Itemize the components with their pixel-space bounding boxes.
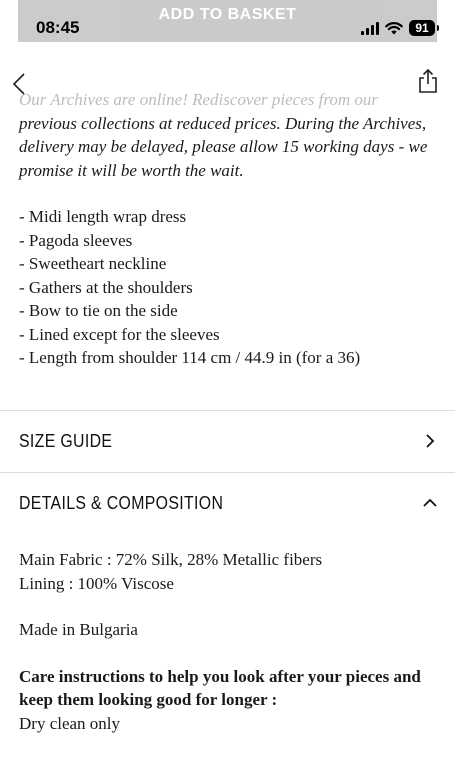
list-item: - Bow to tie on the side xyxy=(19,301,178,320)
details-composition-title: DETAILS & COMPOSITION xyxy=(19,492,224,513)
archives-notice-first-line: Our Archives are online! Rediscover pieces from our xyxy=(19,90,378,109)
care-heading: Care instructions to help you look after your pieces and keep them looking good for longer : xyxy=(19,666,421,709)
product-description xyxy=(19,88,439,370)
divider xyxy=(0,472,455,473)
origin: Made in Bulgaria xyxy=(19,620,138,639)
chevron-up-icon xyxy=(423,496,437,510)
add-to-basket-label: ADD TO BASKET xyxy=(158,6,297,23)
battery-level: 91 xyxy=(415,21,429,35)
chevron-right-icon xyxy=(423,434,437,448)
details-composition-row[interactable] xyxy=(19,491,437,515)
battery-icon xyxy=(409,20,435,36)
list-item: - Pagoda sleeves xyxy=(19,230,133,250)
feature-list xyxy=(19,205,439,370)
size-guide-row[interactable] xyxy=(19,429,437,453)
list-item: - Midi length wrap dress xyxy=(19,207,187,226)
list-item: - Sweetheart neckline xyxy=(19,254,167,273)
list-item: - Lined except for the sleeves xyxy=(19,324,220,344)
signal-icon xyxy=(361,22,379,35)
status-bar xyxy=(0,0,455,52)
list-item: - Gathers at the shoulders xyxy=(19,277,193,297)
lining: Lining : 100% Viscose xyxy=(19,573,174,593)
divider xyxy=(0,410,455,411)
main-fabric: Main Fabric : 72% Silk, 28% Metallic fibers xyxy=(19,550,323,569)
status-time: 08:45 xyxy=(36,18,80,37)
composition-content xyxy=(19,548,439,735)
archives-notice xyxy=(19,88,439,182)
size-guide-title: SIZE GUIDE xyxy=(19,430,113,451)
care-instructions: Dry clean only xyxy=(19,713,121,733)
archives-notice-text: previous collections at reduced prices. During the Archives, delivery may be delayed, please allow 15 working days - we promise it will be worth the wait. xyxy=(19,113,428,180)
status-icons xyxy=(361,19,435,37)
wifi-icon xyxy=(385,21,403,35)
list-item: - Length from shoulder 114 cm / 44.9 in (for a 36) xyxy=(19,348,361,367)
